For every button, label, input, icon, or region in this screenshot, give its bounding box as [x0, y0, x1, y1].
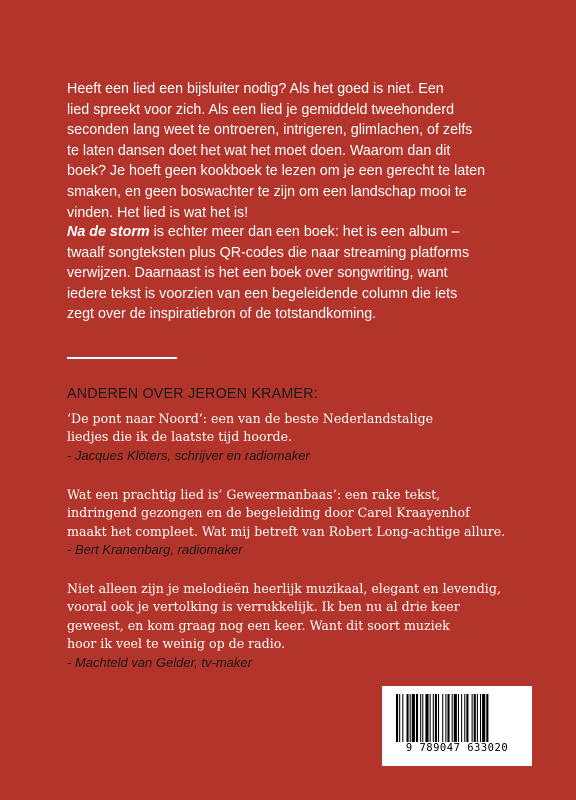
barcode-bar: [466, 694, 468, 742]
barcode-bar: [416, 694, 418, 742]
album-title: Na de storm: [67, 224, 150, 240]
album-line-rest: is echter meer dan een boek: het is een album –: [149, 224, 460, 240]
barcode-bar: [435, 694, 437, 742]
quote-line: Wat een prachtig lied is’ Geweermanbaas’: een rake tekst,: [67, 487, 441, 502]
barcode-bar: [410, 694, 411, 742]
barcode-bar: [433, 694, 434, 742]
barcode-bar: [430, 694, 431, 742]
intro-paragraph: [67, 79, 527, 223]
testimonials-heading: ANDEREN OVER JEROEN KRAMER:: [67, 386, 318, 402]
barcode-bars: [396, 694, 518, 742]
barcode-bar: [407, 694, 409, 742]
testimonial-quote: [67, 486, 532, 558]
intro-line: boek? Je hoeft geen kookboek te lezen om je een gerecht te laten: [67, 163, 486, 180]
barcode-bar: [420, 694, 421, 742]
divider: [67, 357, 177, 359]
barcode-bar: [402, 694, 403, 742]
album-line: zegt over de inspiratiebron of de totstandkoming.: [67, 306, 377, 323]
barcode-bar: [477, 694, 478, 742]
barcode-bar: [472, 694, 473, 742]
intro-line: Heeft een lied een bijsluiter nodig? Als het goed is niet. Een: [67, 81, 444, 97]
quote-line: vooral ook je vertolking is verrukkelijk. Ik ben nu al drie keer: [67, 599, 460, 615]
barcode-bar: [452, 694, 453, 742]
barcode-bar: [486, 694, 488, 742]
barcode-bar: [445, 694, 446, 742]
album-line: twaalf songteksten plus QR-codes die naar streaming platforms: [67, 244, 470, 261]
quote-attribution: - Jacques Klöters, schrijver en radiomaker: [67, 447, 310, 463]
barcode-bar: [425, 694, 428, 742]
barcode-bar: [422, 694, 423, 742]
quote-attribution: - Bert Kranenbarg, radiomaker: [67, 542, 243, 558]
quote-line: Niet alleen zijn je melodieën heerlijk muzikaal, elegant en levendig,: [67, 581, 501, 596]
album-line: iedere tekst is voorzien van een begeleidende column die iets: [67, 285, 458, 302]
barcode-bar: [412, 694, 415, 742]
barcode-bar: [482, 694, 485, 742]
quote-line: ‘De pont naar Noord’: een van de beste Nederlandstalige: [67, 411, 434, 426]
barcode-bar: [442, 694, 443, 742]
barcode-bar: [464, 694, 465, 742]
barcode-bar: [458, 694, 459, 742]
isbn-number: 9 789047 633020: [405, 742, 509, 754]
barcode-bar: [447, 694, 449, 742]
intro-line: seconden lang weet te ontroeren, intrigeren, glimlachen, of zelfs: [67, 122, 473, 139]
barcode-bar: [480, 694, 481, 742]
intro-line: lied spreekt voor zich. Als een lied je gemiddeld tweehonderd: [67, 101, 455, 118]
intro-line: te laten dansen doet het wat het moet doen. Waarom dan dit: [67, 142, 451, 159]
quote-line: hoor ik veel te weinig op de radio.: [67, 636, 286, 652]
barcode-bar: [474, 694, 476, 742]
barcode-bar: [438, 694, 439, 742]
quote-line: geweest, en kom graag nog een keer. Want dit soort muziek: [67, 617, 450, 633]
testimonial-quote: [67, 580, 532, 671]
quote-line: liedjes die ik de laatste tijd hoorde.: [67, 429, 293, 445]
barcode-bar: [399, 694, 400, 742]
album-line: verwijzen. Daarnaast is het een boek over songwriting, want: [67, 265, 448, 282]
album-paragraph: [67, 222, 527, 325]
barcode-bar: [396, 694, 398, 742]
intro-line: smaken, en geen boswachter te zijn om een landschap mooi te: [67, 183, 467, 200]
barcode-bar: [454, 694, 457, 742]
quote-line: maakt het compleet. Wat mij betreft van Robert Long-achtige allure.: [67, 523, 506, 539]
intro-line: vinden. Het lied is wat het is!: [67, 204, 249, 221]
album-line: [67, 222, 527, 243]
testimonial-quote: [67, 410, 532, 464]
quote-attribution: - Machteld van Gelder, tv-maker: [67, 654, 252, 670]
barcode-bar: [461, 694, 462, 742]
quote-line: indringend gezongen en de begeleiding door Carel Kraayenhof: [67, 505, 470, 521]
barcode: [382, 686, 532, 766]
